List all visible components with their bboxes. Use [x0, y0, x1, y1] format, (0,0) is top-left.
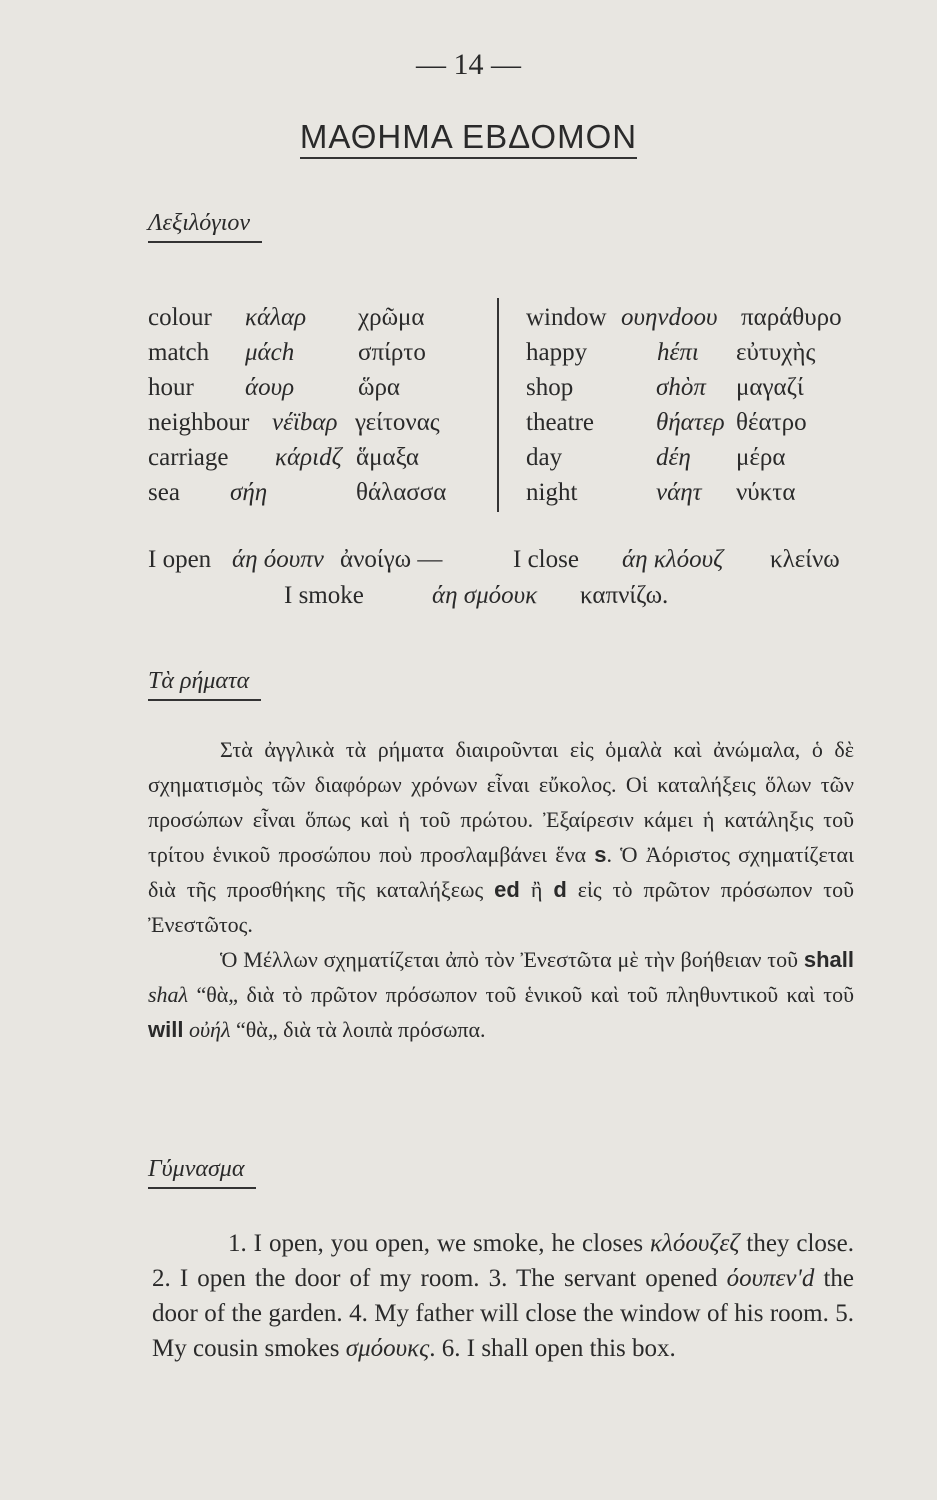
- vocab-english: colour: [148, 304, 212, 331]
- vocab-greek: γείτονας: [355, 409, 440, 436]
- phrase-english: I close: [513, 546, 579, 573]
- vocab-pronunciation: hέπι: [657, 339, 699, 366]
- vocab-english: happy: [526, 339, 588, 366]
- vocab-pronunciation: μάch: [245, 339, 295, 366]
- pronunciation-will: οὐήλ: [188, 1017, 231, 1042]
- vocab-pronunciation: dέη: [656, 444, 691, 471]
- page-number: — 14 —: [416, 48, 521, 81]
- vocab-english: hour: [148, 374, 194, 401]
- vocab-row: [148, 405, 493, 440]
- phrase-pronunciation: άη όουπν: [232, 546, 324, 573]
- exercise-paragraph: 1. I open, you open, we smoke, he closes κλόουζεζ they close. 2. I open the door of my room. 3. The servant opened όουπεν'd the door of the garden. 4. My father will close the window of his room. 5. My cousin smokes σμόουκς. 6. I shall open this box.: [152, 1230, 854, 1362]
- phrase-pronunciation: άη κλόουζ: [622, 546, 724, 573]
- bold-suffix-s: s: [594, 842, 607, 867]
- vocab-greek: ἅμαξα: [356, 444, 419, 471]
- vocab-row: [526, 475, 856, 510]
- vocab-greek: παράθυρο: [741, 304, 842, 331]
- vocab-row: [148, 370, 493, 405]
- vocab-greek: σπίρτο: [358, 339, 426, 366]
- vocab-english: window: [526, 304, 607, 331]
- pronunciation-closes: κλόουζεζ: [650, 1230, 740, 1257]
- exercise-heading: Γύμνασμα: [148, 1156, 256, 1189]
- vocab-pronunciation: θήατερ: [656, 409, 725, 436]
- pronunciation-smokes: σμόουκς: [345, 1335, 430, 1362]
- phrase-greek: καπνίζω.: [580, 582, 669, 609]
- pronunciation-opened: όουπεν'd: [726, 1265, 815, 1292]
- vocab-english: sea: [148, 479, 180, 506]
- phrase-english: I smoke: [284, 582, 364, 609]
- vocab-row: [148, 440, 493, 475]
- verbs-paragraph-2: Ὁ Μέλλων σχηματίζεται ἀπὸ τὸν Ἐνεστῶτα μὲ τὴν βοήθειαν τοῦ shall shaλ “θὰ„ διὰ τὸ πρῶτον πρόσωπον τοῦ ἑνικοῦ καὶ τοῦ πληθυντικοῦ καὶ τοῦ will οὐήλ “θὰ„ διὰ τὰ λοιπὰ πρόσωπα.: [148, 947, 854, 1042]
- vocab-greek: ὥρα: [358, 374, 401, 401]
- vocab-row: [148, 300, 493, 335]
- vocab-row: [526, 440, 856, 475]
- column-divider: [497, 298, 499, 512]
- vocab-greek: μέρα: [736, 444, 786, 471]
- vocab-english: match: [148, 339, 210, 366]
- vocab-row: [148, 475, 493, 510]
- verbs-text: [148, 732, 854, 1047]
- phrase-greek: κλείνω: [770, 546, 840, 573]
- vocab-row: [148, 335, 493, 370]
- pronunciation-shall: shaλ: [148, 982, 189, 1007]
- vocab-row: [526, 405, 856, 440]
- vocab-english: neighbour: [148, 409, 250, 436]
- vocab-pronunciation: σήη: [230, 479, 268, 506]
- vocab-english: night: [526, 479, 578, 506]
- lesson-title: [0, 118, 937, 156]
- vocab-greek: εὐτυχὴς: [736, 339, 816, 366]
- vocab-greek: θάλασσα: [356, 479, 447, 506]
- phrase-english: I open: [148, 546, 212, 573]
- vocab-row: [526, 300, 856, 335]
- vocab-english: day: [526, 444, 563, 471]
- bold-word-will: will: [148, 1017, 184, 1042]
- phrase-greek: ἀνοίγω —: [340, 546, 443, 573]
- vocab-row: [526, 370, 856, 405]
- phrase-line-2: [284, 582, 744, 614]
- vocab-english: shop: [526, 374, 574, 401]
- bold-suffix-d: d: [553, 877, 567, 902]
- vocabulary-heading: Λεξιλόγιον: [148, 210, 262, 243]
- vocab-pronunciation: ουηνdοου: [621, 304, 718, 331]
- vocabulary-right-column: [526, 300, 856, 510]
- exercise-text: [152, 1226, 854, 1366]
- vocab-english: theatre: [526, 409, 595, 436]
- vocab-pronunciation: κάριdζ: [275, 444, 342, 471]
- phrase-pronunciation: άη σμόουκ: [432, 582, 538, 609]
- vocab-greek: χρῶμα: [358, 304, 425, 331]
- vocabulary-left-column: [148, 300, 493, 510]
- bold-word-shall: shall: [803, 947, 854, 972]
- vocab-greek: θέατρο: [736, 409, 807, 436]
- vocab-greek: μαγαζί: [736, 374, 804, 401]
- vocab-pronunciation: νέϊbαρ: [272, 409, 338, 436]
- vocab-greek: νύκτα: [736, 479, 796, 506]
- vocab-row: [526, 335, 856, 370]
- verbs-paragraph-1: Στὰ ἀγγλικὰ τὰ ρήματα διαιροῦνται εἰς ὁμαλὰ καὶ ἀνώμαλα, ὁ δὲ σχηματισμὸς τῶν διαφόρων χρόνων εἶναι εὔκολος. Οἱ καταλήξεις ὅλων τῶν προσώπων εἶναι ὅπως καὶ ἡ τοῦ πρώτου. Ἐξαίρεσιν κάμει ἡ κατάληξις τοῦ τρίτου ἑνικοῦ προσώπου ποὺ προσλαμβάνει ἕνα s. Ὁ Ἀόριστος σχηματίζεται διὰ τῆς προσθήκης τῆς καταλήξεως ed ἢ d εἰς τὸ πρῶτον πρόσωπον τοῦ Ἐνεστῶτος.: [148, 737, 854, 937]
- vocab-pronunciation: νάητ: [656, 479, 702, 506]
- lesson-title-text: ΜΑΘΗΜΑ ΕΒΔΟΜΟΝ: [300, 118, 637, 159]
- bold-suffix-ed: ed: [494, 877, 520, 902]
- vocab-pronunciation: άουρ: [245, 374, 295, 401]
- vocab-english: carriage: [148, 444, 229, 471]
- phrase-line-1: [148, 546, 858, 578]
- vocab-pronunciation: σhὸπ: [656, 374, 706, 401]
- vocab-pronunciation: κάλαρ: [245, 304, 307, 331]
- verbs-heading: Τὰ ρήματα: [148, 668, 261, 701]
